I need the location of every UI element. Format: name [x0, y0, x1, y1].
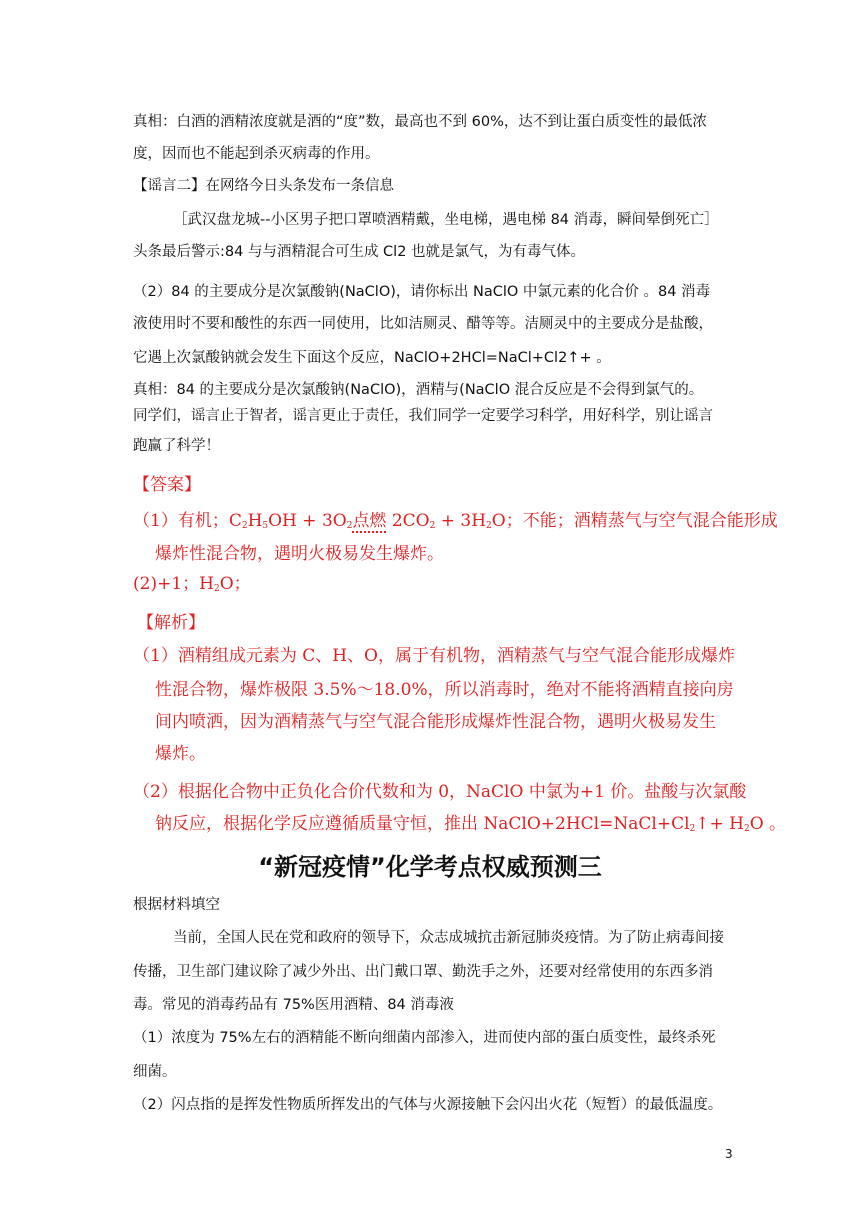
answer-line-1: （1）有机；$C_2H_5OH + 3O_2$点燃 $2CO_2 + 3H_2O$；不能；酒精蒸气与空气混合能形成 — [133, 511, 778, 531]
analysis-heading: 【解析】 — [137, 613, 205, 633]
text-line: ［武汉盘龙城--小区男子把口罩喷酒精戴，坐电梯，遇电梯 84 消毒，瞬间晕倒死亡］ — [173, 212, 719, 228]
analysis-line: （1）酒精组成元素为 C、H、O，属于有机物，酒精蒸气与空气混合能形成爆炸 — [133, 646, 735, 666]
text-line: 真相：白酒的酒精浓度就是酒的“度”数，最高也不到 60%，达不到让蛋白质变性的最低浓 — [133, 114, 707, 130]
text-line: 传播，卫生部门建议除了减少外出、出门戴口罩、勤洗手之外，还要对经常使用的东西多消 — [133, 964, 713, 980]
answer-line-2: 爆炸性混合物，遇明火极易发生爆炸。 — [155, 544, 444, 564]
text-line: 【谣言二】在网络今日头条发布一条信息 — [133, 178, 394, 194]
section-title: “新冠疫情”化学考点权威预测三 — [258, 853, 602, 881]
page-number: 3 — [725, 1147, 733, 1161]
analysis-line: 间内喷洒，因为酒精蒸气与空气混合能形成爆炸性混合物，遇明火极易发生 — [155, 712, 716, 732]
text-line: 根据材料填空 — [133, 897, 220, 913]
text-line: 液使用时不要和酸性的东西一同使用，比如洁厕灵、醋等等。洁厕灵中的主要成分是盐酸， — [133, 316, 713, 332]
analysis-line: 性混合物，爆炸极限 3.5%～18.0%，所以消毒时，绝对不能将酒精直接向房 — [155, 680, 734, 700]
text-line: 细菌。 — [133, 1064, 177, 1080]
text-line: 真相：84 的主要成分是次氯酸钠(NaClO)，酒精与(NaClO 混合反应是不会得到氯气的。 — [133, 382, 704, 398]
text-line: 同学们，谣言止于智者，谣言更止于责任，我们同学一定要学习科学，用好科学，别让谣言 — [133, 408, 713, 424]
analysis-line: 钠反应，根据化学反应遵循质量守恒，推出 $NaClO+2HCl=NaCl+Cl_2↑+ H_2O$ 。 — [155, 814, 787, 834]
reaction-condition: 点燃 — [352, 511, 387, 531]
analysis-line: 爆炸。 — [155, 744, 206, 764]
text-line: 它遇上次氯酸钠就会发生下面这个反应，NaClO+2HCl=NaCl+Cl2↑+ 。 — [133, 350, 611, 366]
answer-line-3: (2)+1；$H_2O$； — [133, 574, 251, 594]
text-line: 当前，全国人民在党和政府的领导下，众志成城抗击新冠肺炎疫情。为了防止病毒间接 — [173, 930, 724, 946]
text-line: 度，因而也不能起到杀灭病毒的作用。 — [133, 146, 380, 162]
question-line: （2）84 的主要成分是次氯酸钠(NaClO)，请你标出 NaClO 中氯元素的化合价 。84 消毒 — [133, 284, 711, 300]
answer-heading: 【答案】 — [133, 475, 201, 495]
text-line: 毒。常见的消毒药品有 75%医用酒精、84 消毒液 — [133, 997, 454, 1013]
text-line: 头条最后警示:84 与与酒精混合可生成 Cl2 也就是氯气，为有毒气体。 — [133, 244, 586, 260]
text-line: （1）浓度为 75%左右的酒精能不断向细菌内部渗入，进而使内部的蛋白质变性，最终杀死 — [133, 1030, 716, 1046]
analysis-line: （2）根据化合物中正负化合价代数和为 0，NaClO 中氯为+1 价。盐酸与次氯酸 — [133, 782, 747, 802]
text-line: （2）闪点指的是挥发性物质所挥发出的气体与火源接触下会闪出火花（短暂）的最低温度。 — [133, 1097, 723, 1113]
text-line: 跑赢了科学！ — [133, 438, 220, 454]
